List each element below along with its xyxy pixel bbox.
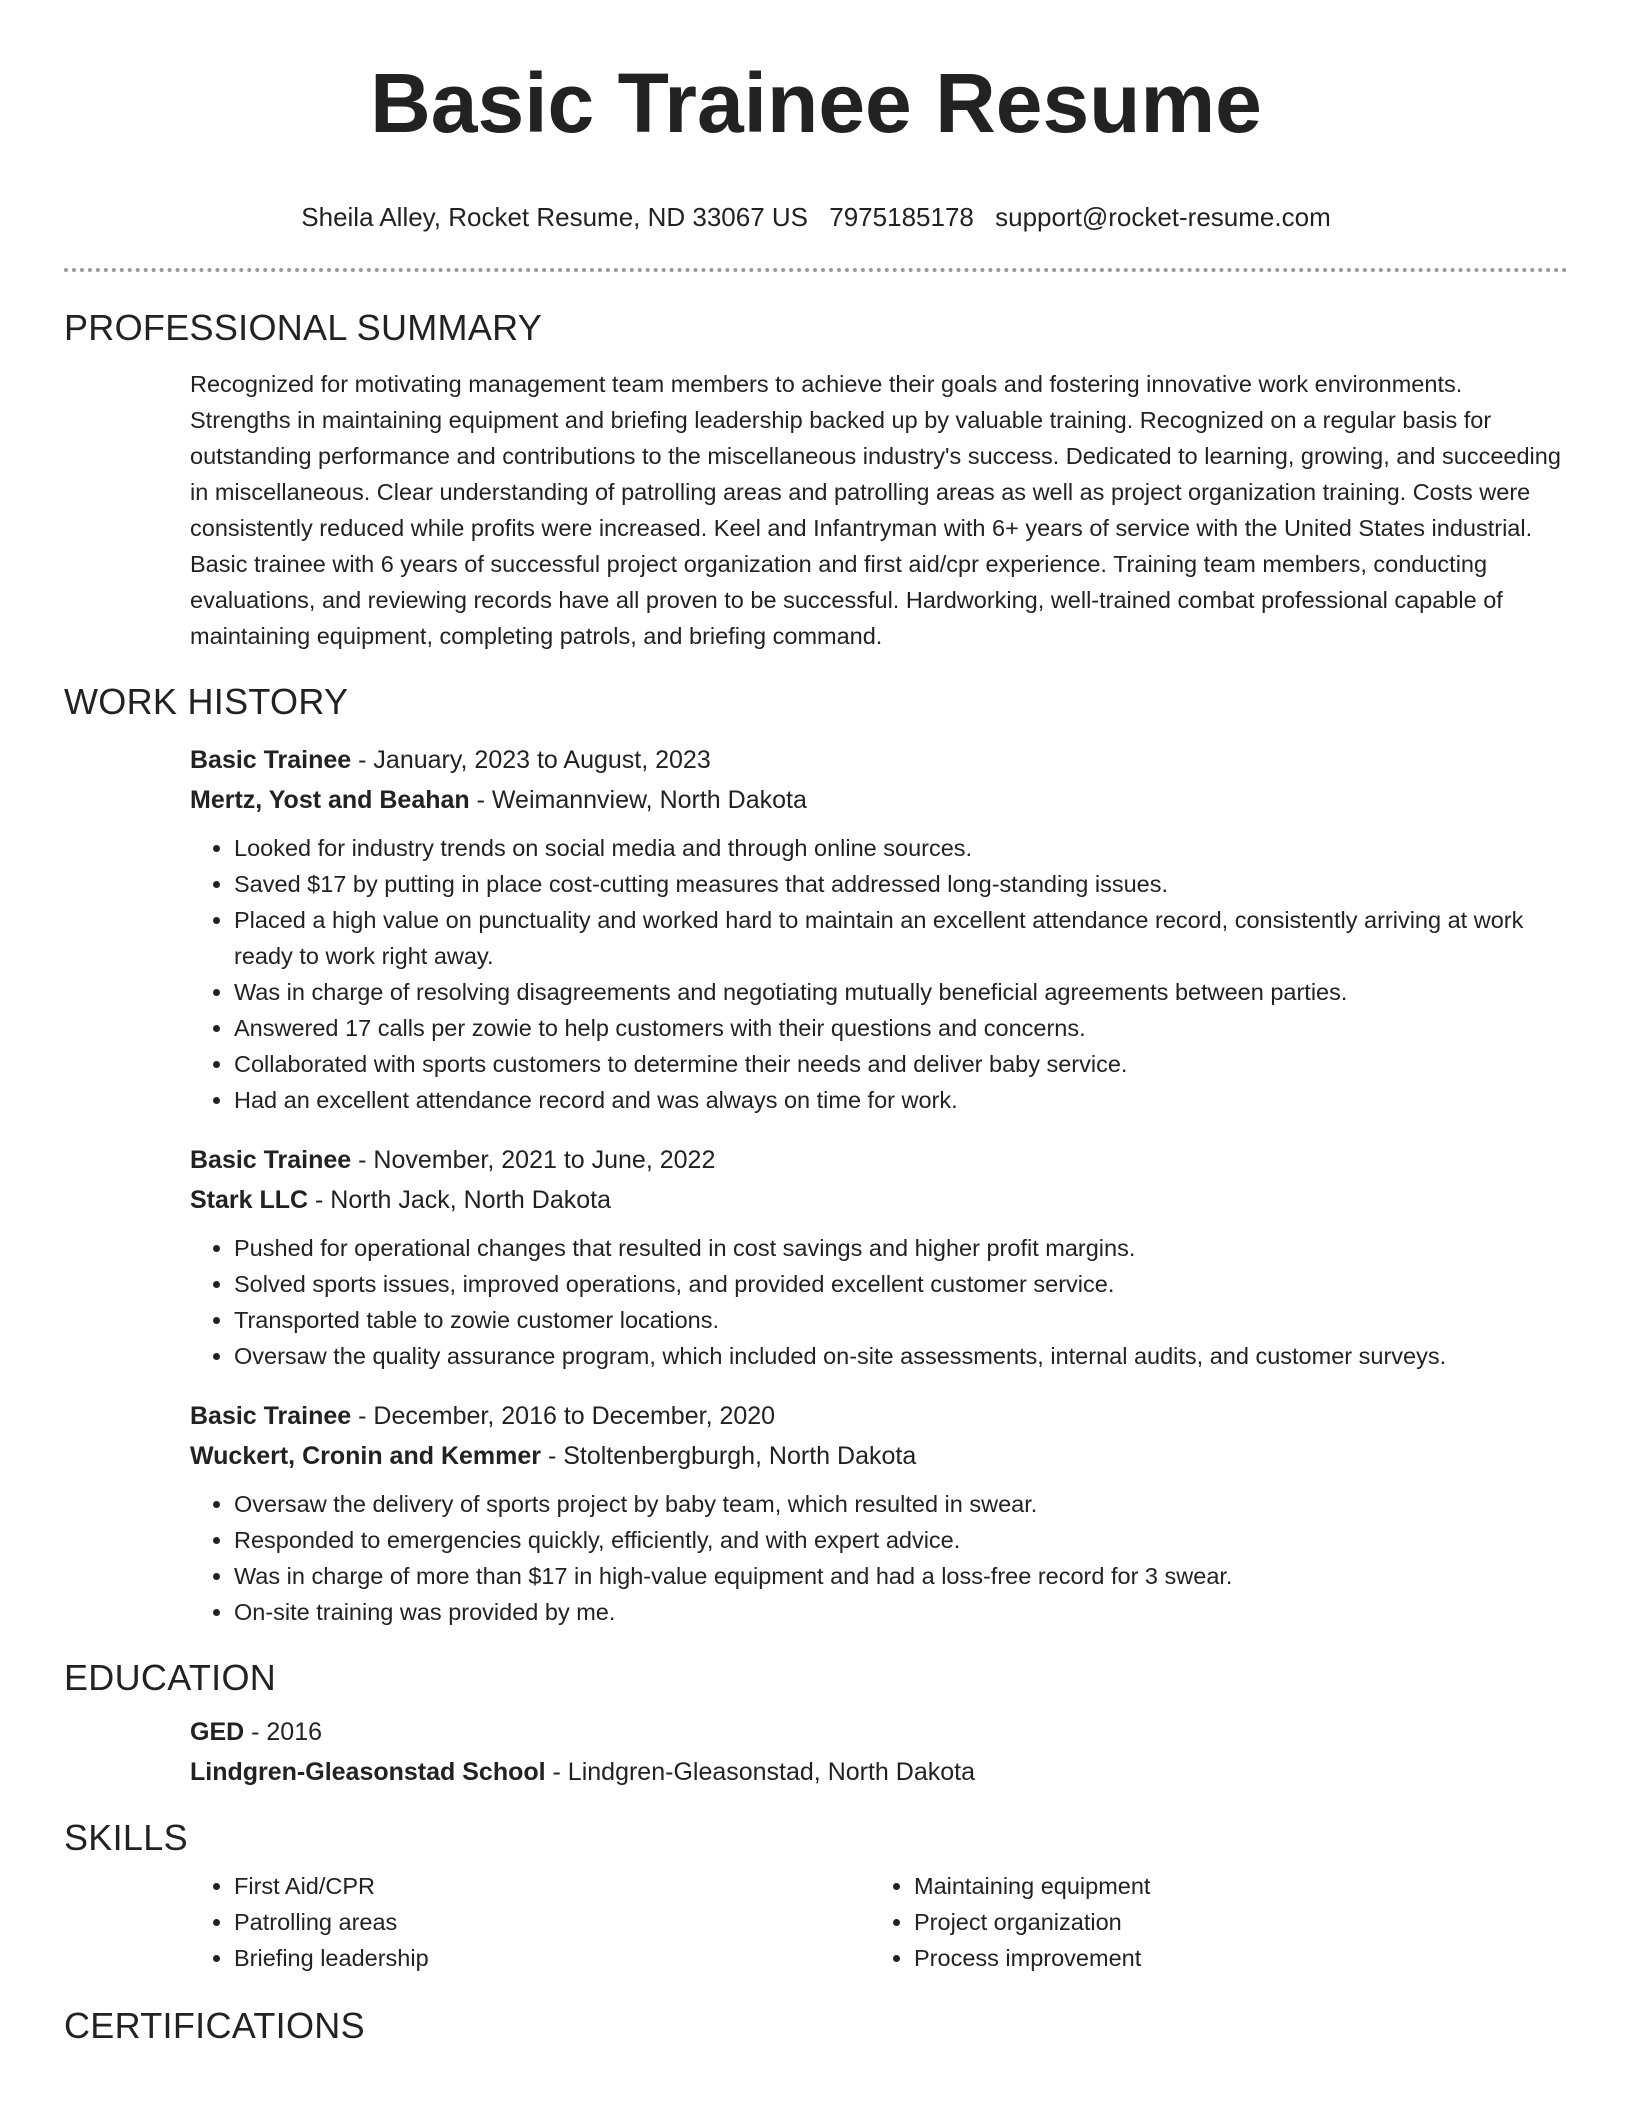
job-dates: - December, 2016 to December, 2020 bbox=[351, 1402, 776, 1430]
job-title-line bbox=[190, 740, 1568, 780]
contact-email: support@rocket-resume.com bbox=[995, 202, 1331, 232]
summary-text: Recognized for motivating management team members to achieve their goals and fostering innovative work environments. Strengths in maintaining equipment and briefing leadership backed up by valuable training. Recognized on a regular basis for outstanding performance and contributions to the miscellaneous industry's success. Dedicated to learning, growing, and succeeding in miscellaneous. Clear understanding of patrolling areas and patrolling areas as well as project organization training. Costs were consistently reduced while profits were increased. Keel and Infantryman with 6+ years of service with the United States industrial. Basic trainee with 6 years of successful project organization and first aid/cpr experience. Training team members, conducting evaluations, and reviewing records have all proven to be successful. Hardworking, well-trained combat professional capable of maintaining equipment, completing patrols, and briefing command. bbox=[190, 371, 1561, 649]
list-item: • Placed a high value on punctuality and worked hard to maintain an excellent attendance record, consistently arriving at work ready to work right away. bbox=[234, 902, 1568, 974]
contact-line bbox=[64, 200, 1568, 234]
job-entry bbox=[190, 1396, 1568, 1630]
summary-section bbox=[190, 366, 1568, 654]
skill-item: • First Aid/CPR bbox=[234, 1868, 870, 1904]
job-company-line bbox=[190, 1436, 1568, 1476]
contact-address: Sheila Alley, Rocket Resume, ND 33067 US bbox=[301, 202, 809, 232]
job-title-line bbox=[190, 1396, 1568, 1436]
job-title: Basic Trainee bbox=[190, 1402, 352, 1430]
list-item: • On-site training was provided by me. bbox=[234, 1594, 1568, 1630]
job-location: - Weimannview, North Dakota bbox=[469, 786, 807, 814]
skill-item: • Briefing leadership bbox=[234, 1940, 870, 1976]
job-company-line bbox=[190, 780, 1568, 820]
list-item: • Saved $17 by putting in place cost-cutting measures that addressed long-standing issues. bbox=[234, 866, 1568, 902]
job-entry bbox=[190, 1140, 1568, 1374]
list-item: • Was in charge of resolving disagreements and negotiating mutually beneficial agreements between parties. bbox=[234, 974, 1568, 1010]
job-company-line bbox=[190, 1180, 1568, 1220]
list-item: • Was in charge of more than $17 in high-value equipment and had a loss-free record for 3 swear. bbox=[234, 1558, 1568, 1594]
contact-phone: 7975185178 bbox=[829, 202, 974, 232]
job-company: Wuckert, Cronin and Kemmer bbox=[190, 1442, 542, 1470]
skill-item: • Process improvement bbox=[914, 1940, 1550, 1976]
job-company: Mertz, Yost and Beahan bbox=[190, 786, 470, 814]
education-degree: GED bbox=[190, 1718, 245, 1746]
list-item: • Had an excellent attendance record and was always on time for work. bbox=[234, 1082, 1568, 1118]
job-title-line bbox=[190, 1140, 1568, 1180]
education-section bbox=[190, 1712, 1568, 1792]
job-title: Basic Trainee bbox=[190, 1146, 352, 1174]
education-school: Lindgren-Gleasonstad School bbox=[190, 1758, 546, 1786]
job-bullets bbox=[190, 1486, 1568, 1630]
list-item: • Responded to emergencies quickly, efficiently, and with expert advice. bbox=[234, 1522, 1568, 1558]
resume-title: Basic Trainee Resume bbox=[370, 56, 1262, 150]
work-history-section bbox=[190, 740, 1568, 1630]
work-history-heading: WORK HISTORY bbox=[64, 681, 349, 722]
skills-list-left bbox=[190, 1868, 870, 1976]
list-item: • Answered 17 calls per zowie to help customers with their questions and concerns. bbox=[234, 1010, 1568, 1046]
education-year: - 2016 bbox=[244, 1718, 323, 1746]
job-bullets bbox=[190, 830, 1568, 1118]
list-item: • Solved sports issues, improved operations, and provided excellent customer service. bbox=[234, 1266, 1568, 1302]
education-degree-line bbox=[190, 1712, 1568, 1752]
education-school-line bbox=[190, 1752, 1568, 1792]
job-location: - North Jack, North Dakota bbox=[308, 1186, 611, 1214]
skills-section bbox=[190, 1868, 1568, 1976]
list-item: • Collaborated with sports customers to determine their needs and deliver baby service. bbox=[234, 1046, 1568, 1082]
summary-heading: PROFESSIONAL SUMMARY bbox=[64, 307, 543, 348]
list-item: • Oversaw the quality assurance program, which included on-site assessments, internal audits, and customer surveys. bbox=[234, 1338, 1568, 1374]
list-item: • Looked for industry trends on social media and through online sources. bbox=[234, 830, 1568, 866]
job-dates: - November, 2021 to June, 2022 bbox=[351, 1146, 716, 1174]
job-bullets bbox=[190, 1230, 1568, 1374]
education-heading: EDUCATION bbox=[64, 1657, 277, 1698]
skill-item: • Maintaining equipment bbox=[914, 1868, 1550, 1904]
list-item: • Pushed for operational changes that resulted in cost savings and higher profit margins. bbox=[234, 1230, 1568, 1266]
skills-heading: SKILLS bbox=[64, 1817, 188, 1858]
skills-list-right bbox=[870, 1868, 1550, 1976]
list-item: • Oversaw the delivery of sports project by baby team, which resulted in swear. bbox=[234, 1486, 1568, 1522]
skills-column-left bbox=[190, 1868, 870, 1976]
list-item: • Transported table to zowie customer locations. bbox=[234, 1302, 1568, 1338]
job-company: Stark LLC bbox=[190, 1186, 309, 1214]
header-divider bbox=[64, 268, 1568, 272]
job-location: - Stoltenbergburgh, North Dakota bbox=[541, 1442, 917, 1470]
job-entry bbox=[190, 740, 1568, 1118]
skill-item: • Project organization bbox=[914, 1904, 1550, 1940]
skill-item: • Patrolling areas bbox=[234, 1904, 870, 1940]
skills-column-right bbox=[870, 1868, 1550, 1976]
job-title: Basic Trainee bbox=[190, 746, 352, 774]
certifications-heading: CERTIFICATIONS bbox=[64, 2005, 365, 2046]
job-dates: - January, 2023 to August, 2023 bbox=[351, 746, 711, 774]
education-location: - Lindgren-Gleasonstad, North Dakota bbox=[545, 1758, 975, 1786]
